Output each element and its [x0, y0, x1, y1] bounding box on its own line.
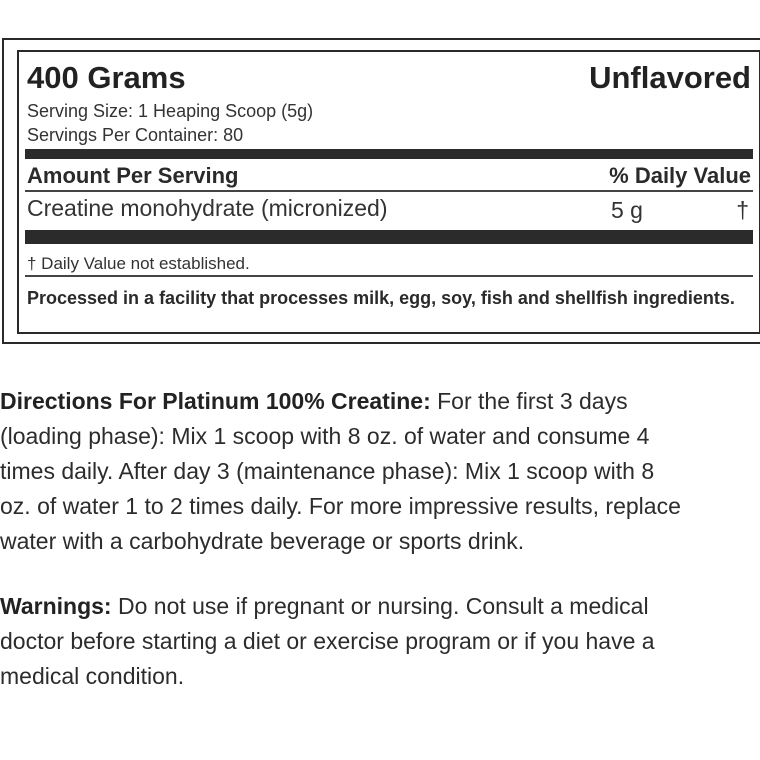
servings-per-container: Servings Per Container: 80	[27, 125, 244, 145]
directions-line: oz. of water 1 to 2 times daily. For more impressive results, replace	[0, 493, 681, 519]
supplement-facts-label	[2, 38, 760, 344]
serving-size: Serving Size: 1 Heaping Scoop (5g)	[27, 101, 314, 121]
warnings-line: medical condition.	[0, 663, 185, 689]
ingredient-name: Creatine monohydrate (micronized)	[27, 195, 388, 221]
warnings-heading: Warnings:	[0, 593, 112, 619]
daily-value-header: % Daily Value	[609, 163, 751, 188]
directions-paragraph	[0, 384, 760, 559]
directions-line: Directions For Platinum 100% Creatine: For the first 3 days	[0, 388, 628, 414]
divider-line	[25, 275, 753, 277]
divider-bar	[25, 230, 753, 244]
ingredient-amount: 5 g	[611, 197, 643, 223]
directions-heading: Directions For Platinum 100% Creatine:	[0, 388, 431, 414]
directions-line: times daily. After day 3 (maintenance phase): Mix 1 scoop with 8	[0, 458, 655, 484]
directions-line: (loading phase): Mix 1 scoop with 8 oz. of water and consume 4	[0, 423, 650, 449]
directions-line: water with a carbohydrate beverage or sports drink.	[0, 528, 525, 554]
warnings-paragraph	[0, 589, 760, 694]
supplement-facts-panel	[17, 50, 760, 334]
amount-per-serving-header: Amount Per Serving	[27, 163, 239, 188]
divider-line	[25, 190, 753, 192]
warnings-line: Warnings: Do not use if pregnant or nursing. Consult a medical	[0, 593, 649, 619]
warnings-line: doctor before starting a diet or exercise program or if you have a	[0, 628, 655, 654]
allergen-statement: Processed in a facility that processes milk, egg, soy, fish and shellfish ingredients.	[27, 288, 735, 308]
daily-value-footnote: † Daily Value not established.	[27, 254, 250, 273]
net-weight: 400 Grams	[27, 60, 186, 95]
flavor: Unflavored	[589, 60, 751, 95]
ingredient-daily-value: †	[736, 197, 749, 223]
divider-bar	[25, 149, 753, 159]
